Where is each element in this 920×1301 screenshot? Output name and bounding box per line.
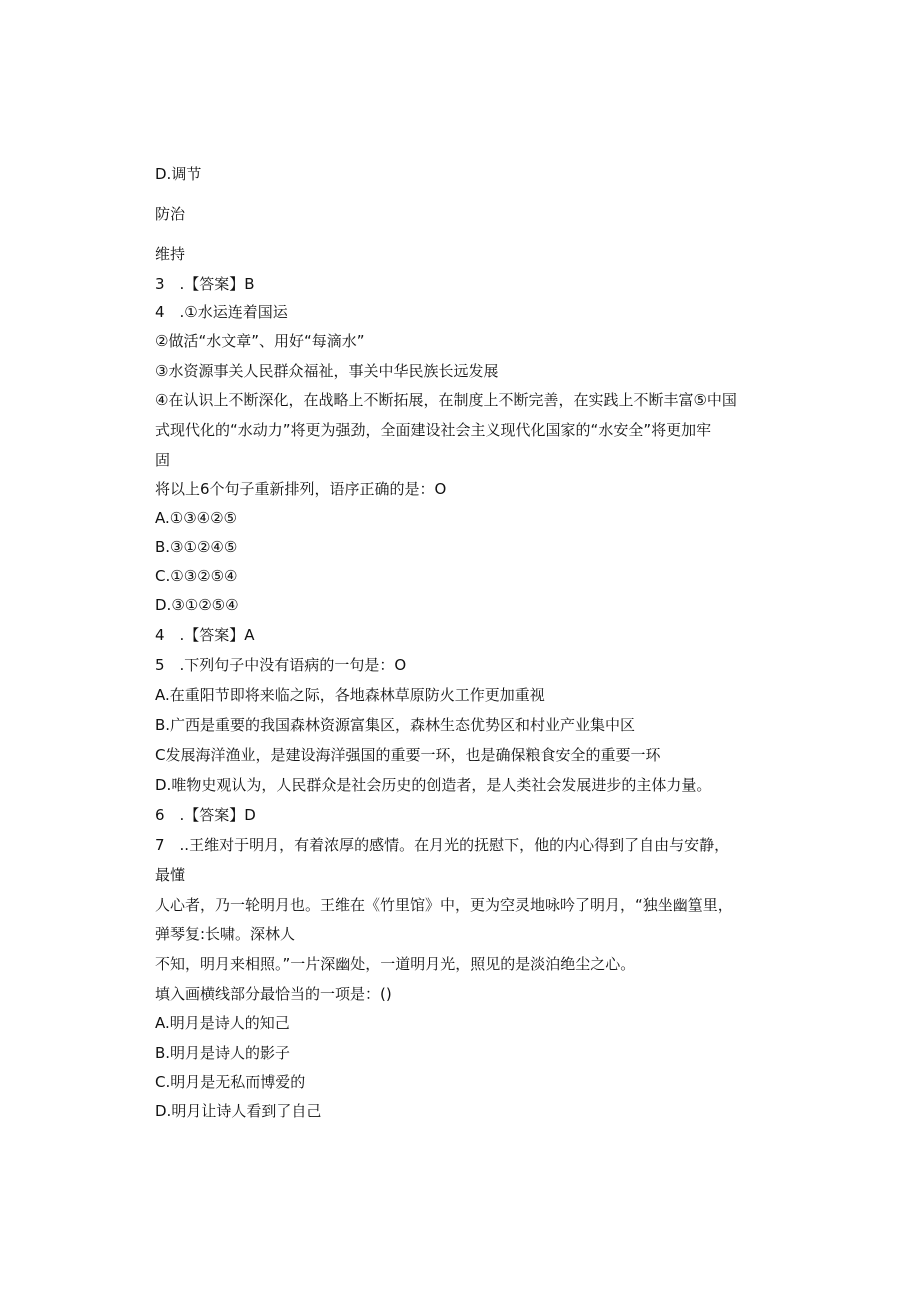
question-7-option-a: A.明月是诗人的知己 xyxy=(155,1014,290,1032)
question-4-option-c: C.①③②⑤④ xyxy=(155,567,238,585)
question-5-option-b: B.广西是重要的我国森林资源富集区，森林生态优势区和村业产业集中区 xyxy=(155,716,636,734)
question-4-sentence-2: ②做活“水文章”、用好“每滴水” xyxy=(155,332,365,350)
question-5-prompt: 5 .下列句子中没有语病的一句是：O xyxy=(155,656,407,674)
question-4-option-b: B.③①②④⑤ xyxy=(155,538,238,556)
question-7-text-4: 弹琴复:长啸。深林人 xyxy=(155,925,296,943)
question-7-text-2: 最懂 xyxy=(155,866,186,884)
question-4-sentence-3: ③水资源事关人民群众福祉，事关中华民族长远发展 xyxy=(155,362,499,380)
question-5-option-d: D.唯物史观认为，人民群众是社会历史的创造者，是人类社会发展进步的主体力量。 xyxy=(155,776,712,794)
answer-line-6: 6 .【答案】D xyxy=(155,806,256,824)
question-7-prompt: 填入画横线部分最恰当的一项是：() xyxy=(155,985,392,1003)
question-7-text-3: 人心者，乃一轮明月也。王维在《竹里馆》中，更为空灵地咏吟了明月，“独坐幽篁里， xyxy=(155,896,733,914)
option-d-text: D.调节 xyxy=(155,165,202,183)
question-4-option-d: D.③①②⑤④ xyxy=(155,596,239,614)
question-4-sentence-1: 4 .①水运连着国运 xyxy=(155,303,288,321)
question-4-option-a: A.①③④②⑤ xyxy=(155,509,238,527)
text-line: 维持 xyxy=(155,245,186,263)
question-7-option-c: C.明月是无私而博爱的 xyxy=(155,1073,306,1091)
answer-line-4: 4 .【答案】A xyxy=(155,626,255,644)
question-7-option-b: B.明月是诗人的影子 xyxy=(155,1044,291,1062)
question-4-sentence-5: 式现代化的“水动力”将更为强劲，全面建设社会主义现代化国家的“水安全”将更加牢 xyxy=(155,421,712,439)
question-5-option-a: A.在重阳节即将来临之际，各地森林草原防火工作更加重视 xyxy=(155,686,545,704)
question-7-text-1: 7 ..王维对于明月，有着浓厚的感情。在月光的抚慰下，他的内心得到了自由与安静， xyxy=(155,836,730,854)
question-7-option-d: D.明月让诗人看到了自己 xyxy=(155,1102,322,1120)
question-4-sentence-4: ④在认识上不断深化，在战略上不断拓展，在制度上不断完善，在实践上不断丰富⑤中国 xyxy=(155,391,737,409)
question-5-option-c: C发展海洋渔业，是建设海洋强国的重要一环，也是确保粮食安全的重要一环 xyxy=(155,746,661,764)
answer-line-3: 3 .【答案】B xyxy=(155,275,255,293)
text-line: 防治 xyxy=(155,205,186,223)
question-7-text-5: 不知，明月来相照。”一片深幽处，一道明月光，照见的是淡泊绝尘之心。 xyxy=(155,955,636,973)
question-4-prompt: 将以上6个句子重新排列，语序正确的是：O xyxy=(155,480,447,498)
question-4-sentence-end: 固 xyxy=(155,451,171,469)
